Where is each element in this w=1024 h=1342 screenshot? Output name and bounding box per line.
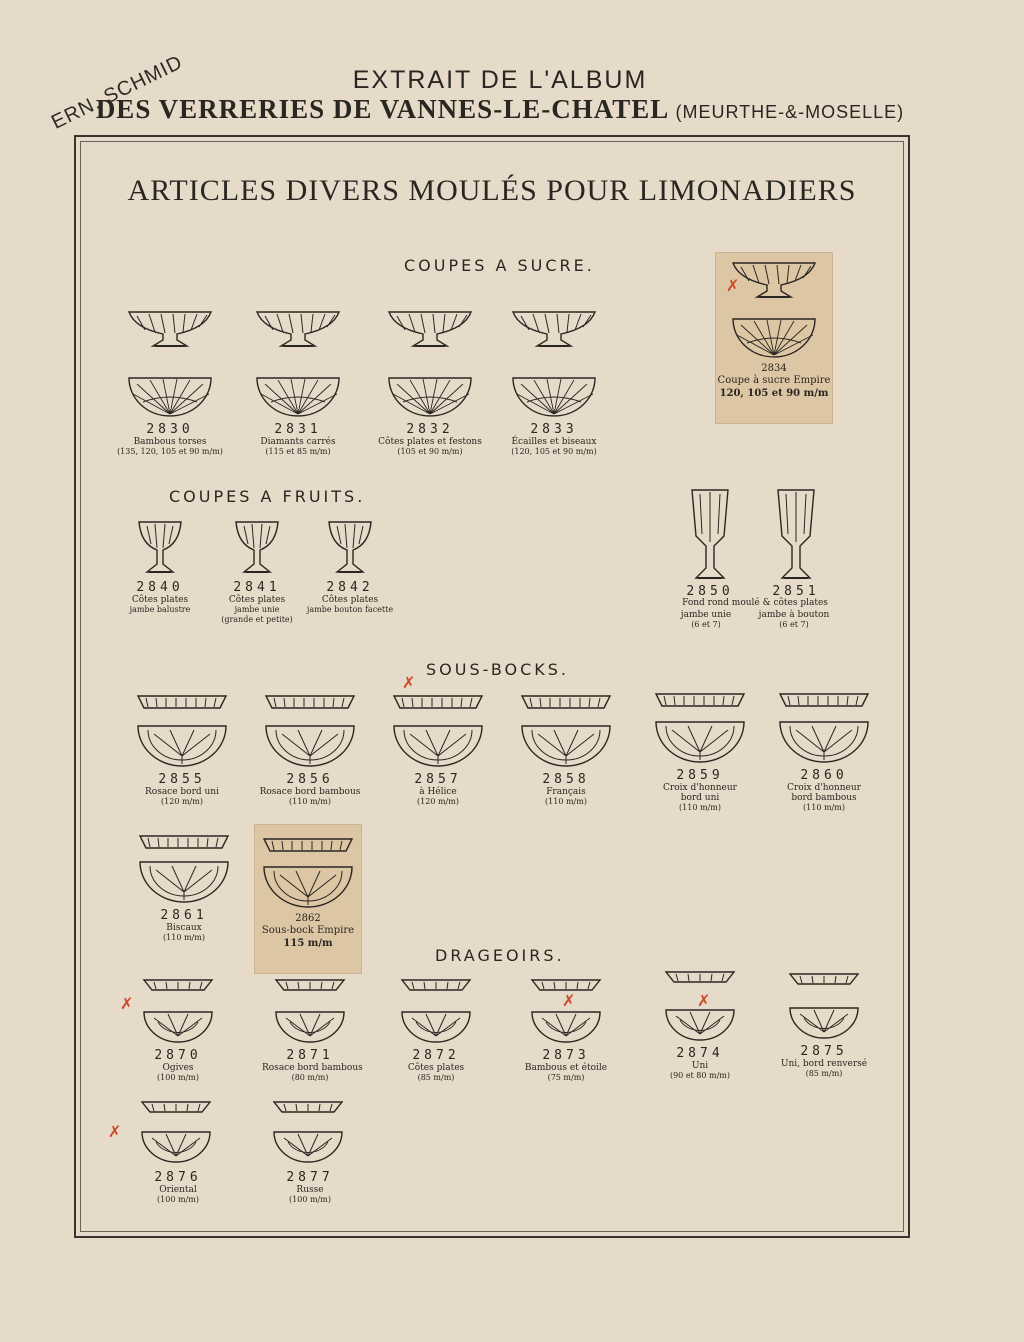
- item-dimensions: 120, 105 et 90 m/m: [719, 388, 829, 399]
- item-number: 2841: [233, 580, 281, 595]
- item-name: Biscaux: [166, 923, 202, 933]
- item-dimensions: (80 m/m): [291, 1073, 329, 1082]
- item-dimensions-extra: (grande et petite): [221, 615, 293, 624]
- item-dimensions: jambe unie: [234, 605, 280, 614]
- item-name: Diamants carrés: [260, 437, 336, 447]
- item-2876: [130, 1098, 226, 1205]
- item-dimensions: (85 m/m): [805, 1069, 843, 1078]
- item-number: 2875: [800, 1044, 848, 1059]
- item-dimensions: (90 et 80 m/m): [669, 1071, 731, 1080]
- item-2855: [124, 692, 240, 807]
- item-number: 2842: [326, 580, 374, 595]
- item-name: Rosace bord uni: [145, 787, 219, 797]
- item-2832: [370, 308, 490, 457]
- item-2875: [776, 970, 872, 1079]
- item-number: 2855: [158, 772, 206, 787]
- item-2830-top-drawing: [125, 374, 215, 420]
- item-number: 2861: [160, 908, 208, 923]
- item-dimensions: (105 et 90 m/m): [397, 447, 463, 456]
- item-2874: [652, 968, 748, 1081]
- item-2851: [756, 486, 836, 599]
- item-2831-top-drawing: [253, 374, 343, 420]
- item-2840: [110, 518, 210, 615]
- item-2877: [262, 1098, 358, 1205]
- item-dimensions: jambe bouton facette: [306, 605, 394, 614]
- item-2850-caption: Fond rond moulé & côtes plates: [682, 598, 828, 608]
- item-dimensions: (110 m/m): [545, 797, 587, 806]
- item-2832-side-drawing: [385, 308, 475, 352]
- item-dimensions: (110 m/m): [289, 797, 331, 806]
- item-2862-clipping: [254, 824, 362, 974]
- item-number: 2834: [761, 363, 787, 374]
- item-number: 2862: [295, 913, 321, 924]
- item-name: Croix d'honneur: [787, 783, 861, 793]
- item-2859-top-drawing: [652, 718, 748, 766]
- item-2857: [380, 692, 496, 807]
- item-2858: [508, 692, 624, 807]
- item-2831-side-drawing: [253, 308, 343, 352]
- item-2850: [670, 486, 750, 599]
- item-number: 2876: [154, 1170, 202, 1185]
- item-number: 2877: [286, 1170, 334, 1185]
- item-name: jambe unie: [680, 610, 732, 620]
- item-dimensions: 115 m/m: [283, 938, 333, 949]
- item-name-line2: bord bambous: [791, 793, 857, 803]
- item-name: Bambous et étoile: [524, 1063, 608, 1073]
- item-dimensions: (120 m/m): [417, 797, 459, 806]
- selection-mark: ✗: [562, 991, 576, 1010]
- item-2858-top-drawing: [518, 722, 614, 770]
- item-number: 2871: [286, 1048, 334, 1063]
- item-name: à Hélice: [419, 787, 457, 797]
- item-dimensions: (110 m/m): [679, 803, 721, 812]
- item-number: 2830: [146, 422, 194, 437]
- item-name: Sous-bock Empire: [261, 925, 355, 936]
- item-number: 2856: [286, 772, 334, 787]
- item-number: 2858: [542, 772, 590, 787]
- item-dimensions: (110 m/m): [803, 803, 845, 812]
- header-region: (MEURTHE-&-MOSELLE): [675, 102, 905, 122]
- selection-mark: ✗: [402, 673, 416, 692]
- item-name: Rosace bord bambous: [259, 787, 361, 797]
- item-number: 2872: [412, 1048, 460, 1063]
- selection-mark: ✗: [697, 991, 711, 1010]
- item-2850-labels: [666, 610, 746, 630]
- section-sous-bocks: SOUS-BOCKS.: [426, 660, 570, 679]
- item-2840-drawing: [133, 518, 187, 578]
- item-dimensions: (100 m/m): [157, 1195, 199, 1204]
- item-2832-top-drawing: [385, 374, 475, 420]
- item-number: 2851: [772, 584, 820, 599]
- item-2855-top-drawing: [134, 722, 230, 770]
- section-coupes-sucre: COUPES A SUCRE.: [404, 256, 595, 275]
- item-2856: [252, 692, 368, 807]
- item-2857-side-drawing: [390, 692, 486, 712]
- item-number: 2874: [676, 1046, 724, 1061]
- item-2833-side-drawing: [509, 308, 599, 352]
- item-2876-top-drawing: [138, 1128, 218, 1168]
- item-2860-top-drawing: [776, 718, 872, 766]
- item-dimensions: (115 et 85 m/m): [265, 447, 331, 456]
- item-name: Rosace bord bambous: [262, 1063, 363, 1073]
- item-dimensions: (85 m/m): [417, 1073, 455, 1082]
- item-name: Bambous torses: [133, 437, 207, 447]
- item-2860: [766, 690, 882, 813]
- item-dimensions: (6 et 7): [691, 620, 721, 629]
- item-2833: [494, 308, 614, 457]
- item-name: Côtes plates: [131, 595, 189, 605]
- section-drageoirs: DRAGEOIRS.: [435, 946, 565, 965]
- item-2873-top-drawing: [528, 1008, 604, 1046]
- item-2859-side-drawing: [652, 690, 748, 710]
- item-2841-drawing: [230, 518, 284, 578]
- item-dimensions: (100 m/m): [157, 1073, 199, 1082]
- item-dimensions: (135, 120, 105 et 90 m/m): [117, 447, 223, 456]
- item-dimensions: (120 m/m): [161, 797, 203, 806]
- item-number: 2850: [686, 584, 734, 599]
- item-2875-side-drawing: [786, 970, 862, 990]
- item-2830-side-drawing: [125, 308, 215, 352]
- item-2851-drawing: [774, 486, 818, 582]
- item-2861: [126, 832, 242, 943]
- header-extract-line: EXTRAIT DE L'ALBUM: [352, 66, 648, 94]
- item-2876-side-drawing: [138, 1098, 218, 1118]
- item-name: Côtes plates: [321, 595, 379, 605]
- item-2872: [388, 976, 484, 1083]
- item-number: 2840: [136, 580, 184, 595]
- item-2877-top-drawing: [270, 1128, 350, 1168]
- item-dimensions: (75 m/m): [547, 1073, 585, 1082]
- item-2831: [238, 308, 358, 457]
- item-2842: [300, 518, 400, 615]
- item-2857-top-drawing: [390, 722, 486, 770]
- item-2862-side-drawing: [260, 835, 356, 855]
- item-2834-top-drawing: [729, 315, 819, 361]
- item-2861-side-drawing: [136, 832, 232, 852]
- item-name: Oriental: [159, 1185, 197, 1195]
- item-name-line2: bord uni: [680, 793, 720, 803]
- page-title: ARTICLES DIVERS MOULÉS POUR LIMONADIERS: [127, 174, 857, 207]
- item-2877-side-drawing: [270, 1098, 350, 1118]
- item-dimensions: (6 et 7): [779, 620, 809, 629]
- item-2855-side-drawing: [134, 692, 230, 712]
- item-number: 2857: [414, 772, 462, 787]
- item-name: Coupe à sucre Empire: [717, 375, 831, 386]
- item-2834-side-drawing: [729, 259, 819, 303]
- item-2870-side-drawing: [140, 976, 216, 994]
- item-2871-side-drawing: [272, 976, 348, 994]
- item-name: Français: [546, 787, 586, 797]
- header-company-name: DES VERRERIES DE VANNES-LE-CHATEL: [95, 94, 668, 124]
- item-2862-top-drawing: [260, 863, 356, 911]
- item-name: Écailles et biseaux: [511, 437, 597, 447]
- section-coupes-fruits: COUPES A FRUITS.: [169, 487, 366, 506]
- item-name: jambe à bouton: [758, 610, 830, 620]
- item-2874-side-drawing: [662, 968, 738, 992]
- item-2833-top-drawing: [509, 374, 599, 420]
- item-2871-top-drawing: [272, 1008, 348, 1046]
- item-2850-drawing: [688, 486, 732, 582]
- item-name: Ogives: [162, 1063, 194, 1073]
- collector-stamp-text: ERN. SCHMID: [48, 51, 187, 134]
- item-number: 2859: [676, 768, 724, 783]
- item-2874-top-drawing: [662, 1006, 738, 1044]
- item-2830: [110, 308, 230, 457]
- item-2851-labels: [754, 610, 834, 630]
- selection-mark: ✗: [726, 276, 740, 295]
- item-number: 2860: [800, 768, 848, 783]
- item-2860-side-drawing: [776, 690, 872, 710]
- item-2871: [262, 976, 363, 1083]
- item-2859: [642, 690, 758, 813]
- item-number: 2832: [406, 422, 454, 437]
- item-dimensions: (100 m/m): [289, 1195, 331, 1204]
- item-name: Uni: [691, 1061, 709, 1071]
- item-2841: [207, 518, 307, 625]
- item-name: Côtes plates: [407, 1063, 465, 1073]
- item-2861-top-drawing: [136, 858, 232, 906]
- header-company-line: [0, 94, 1000, 125]
- item-number: 2870: [154, 1048, 202, 1063]
- item-2875-top-drawing: [786, 1004, 862, 1042]
- item-2872-top-drawing: [398, 1008, 474, 1046]
- selection-mark: ✗: [120, 994, 134, 1013]
- item-2872-side-drawing: [398, 976, 474, 994]
- item-dimensions: (110 m/m): [163, 933, 205, 942]
- selection-mark: ✗: [108, 1122, 122, 1141]
- item-name: Uni, bord renversé: [780, 1059, 868, 1069]
- item-2856-top-drawing: [262, 722, 358, 770]
- item-2870: [130, 976, 226, 1083]
- item-number: 2831: [274, 422, 322, 437]
- item-dimensions: jambe balustre: [129, 605, 191, 614]
- item-2858-side-drawing: [518, 692, 614, 712]
- item-name: Russe: [296, 1185, 324, 1195]
- item-dimensions: (120, 105 et 90 m/m): [511, 447, 597, 456]
- item-name: Côtes plates: [228, 595, 286, 605]
- item-name: Côtes plates et festons: [378, 437, 482, 447]
- item-number: 2833: [530, 422, 578, 437]
- item-2870-top-drawing: [140, 1008, 216, 1046]
- item-2856-side-drawing: [262, 692, 358, 712]
- item-number: 2873: [542, 1048, 590, 1063]
- item-name: Croix d'honneur: [663, 783, 737, 793]
- item-2842-drawing: [323, 518, 377, 578]
